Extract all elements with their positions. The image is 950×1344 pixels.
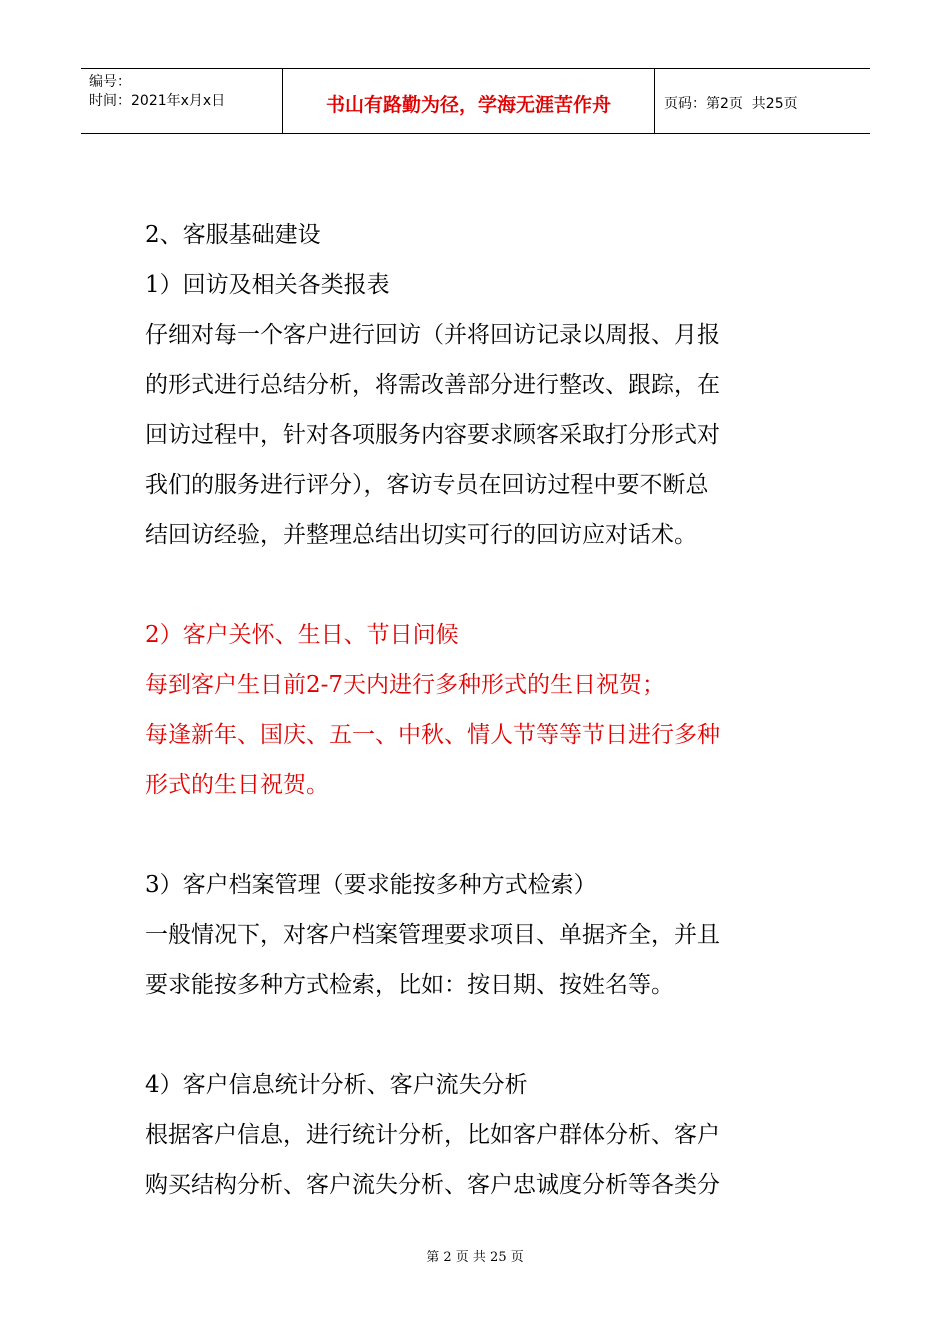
body-text-line: 1）回访及相关各类报表 — [145, 272, 390, 298]
section-heading: 4）客户信息统计分析、客户流失分析 — [145, 1072, 528, 1098]
body-text-line: 我们的服务进行评分），客访专员在回访过程中要不断总 — [145, 472, 709, 498]
section-heading: 2、客服基础建设 — [145, 222, 321, 248]
body-text-line: 一般情况下，对客户档案管理要求项目、单据齐全，并且 — [145, 922, 720, 948]
body-text-line: 要求能按多种方式检索，比如：按日期、按姓名等。 — [145, 972, 674, 998]
header-page-info — [655, 69, 870, 133]
section-s3 — [145, 860, 815, 1010]
header-page-info-text: 页码：第2页 共25页 — [664, 96, 798, 112]
header-meta — [81, 69, 282, 133]
page-header — [81, 68, 870, 134]
header-motto: 书山有路勤为径，学海无涯苦作舟 — [282, 69, 655, 133]
body-text-line: 仔细对每一个客户进行回访（并将回访记录以周报、月报 — [145, 322, 720, 348]
body-text-line: 每到客户生日前2-7天内进行多种形式的生日祝贺； — [145, 672, 666, 698]
document-number-label: 编号： — [89, 74, 131, 90]
body-text-line: 根据客户信息，进行统计分析，比如客户群体分析、客户 — [145, 1122, 720, 1148]
body-text-line: 的形式进行总结分析，将需改善部分进行整改、跟踪，在 — [145, 372, 720, 398]
section-s4 — [145, 1060, 815, 1210]
page-footer: 第 2 页 共 25 页 — [426, 1250, 524, 1265]
section-spacer — [145, 1010, 815, 1060]
body-text-line: 形式的生日祝贺。 — [145, 772, 329, 798]
section-s2 — [145, 610, 815, 810]
section-s1 — [145, 210, 815, 560]
document-body — [145, 210, 815, 1210]
body-text-line: 回访过程中，针对各项服务内容要求顾客采取打分形式对 — [145, 422, 720, 448]
section-spacer — [145, 810, 815, 860]
body-text-line: 购买结构分析、客户流失分析、客户忠诚度分析等各类分 — [145, 1172, 720, 1198]
section-heading: 3）客户档案管理（要求能按多种方式检索） — [145, 872, 597, 898]
section-spacer — [145, 560, 815, 610]
body-text-line: 结回访经验，并整理总结出切实可行的回访应对话术。 — [145, 522, 697, 548]
section-heading: 2）客户关怀、生日、节日问候 — [145, 622, 459, 648]
document-date: 时间：2021年x月x日 — [89, 93, 226, 109]
body-text-line: 每逢新年、国庆、五一、中秋、情人节等等节日进行多种 — [145, 722, 720, 748]
